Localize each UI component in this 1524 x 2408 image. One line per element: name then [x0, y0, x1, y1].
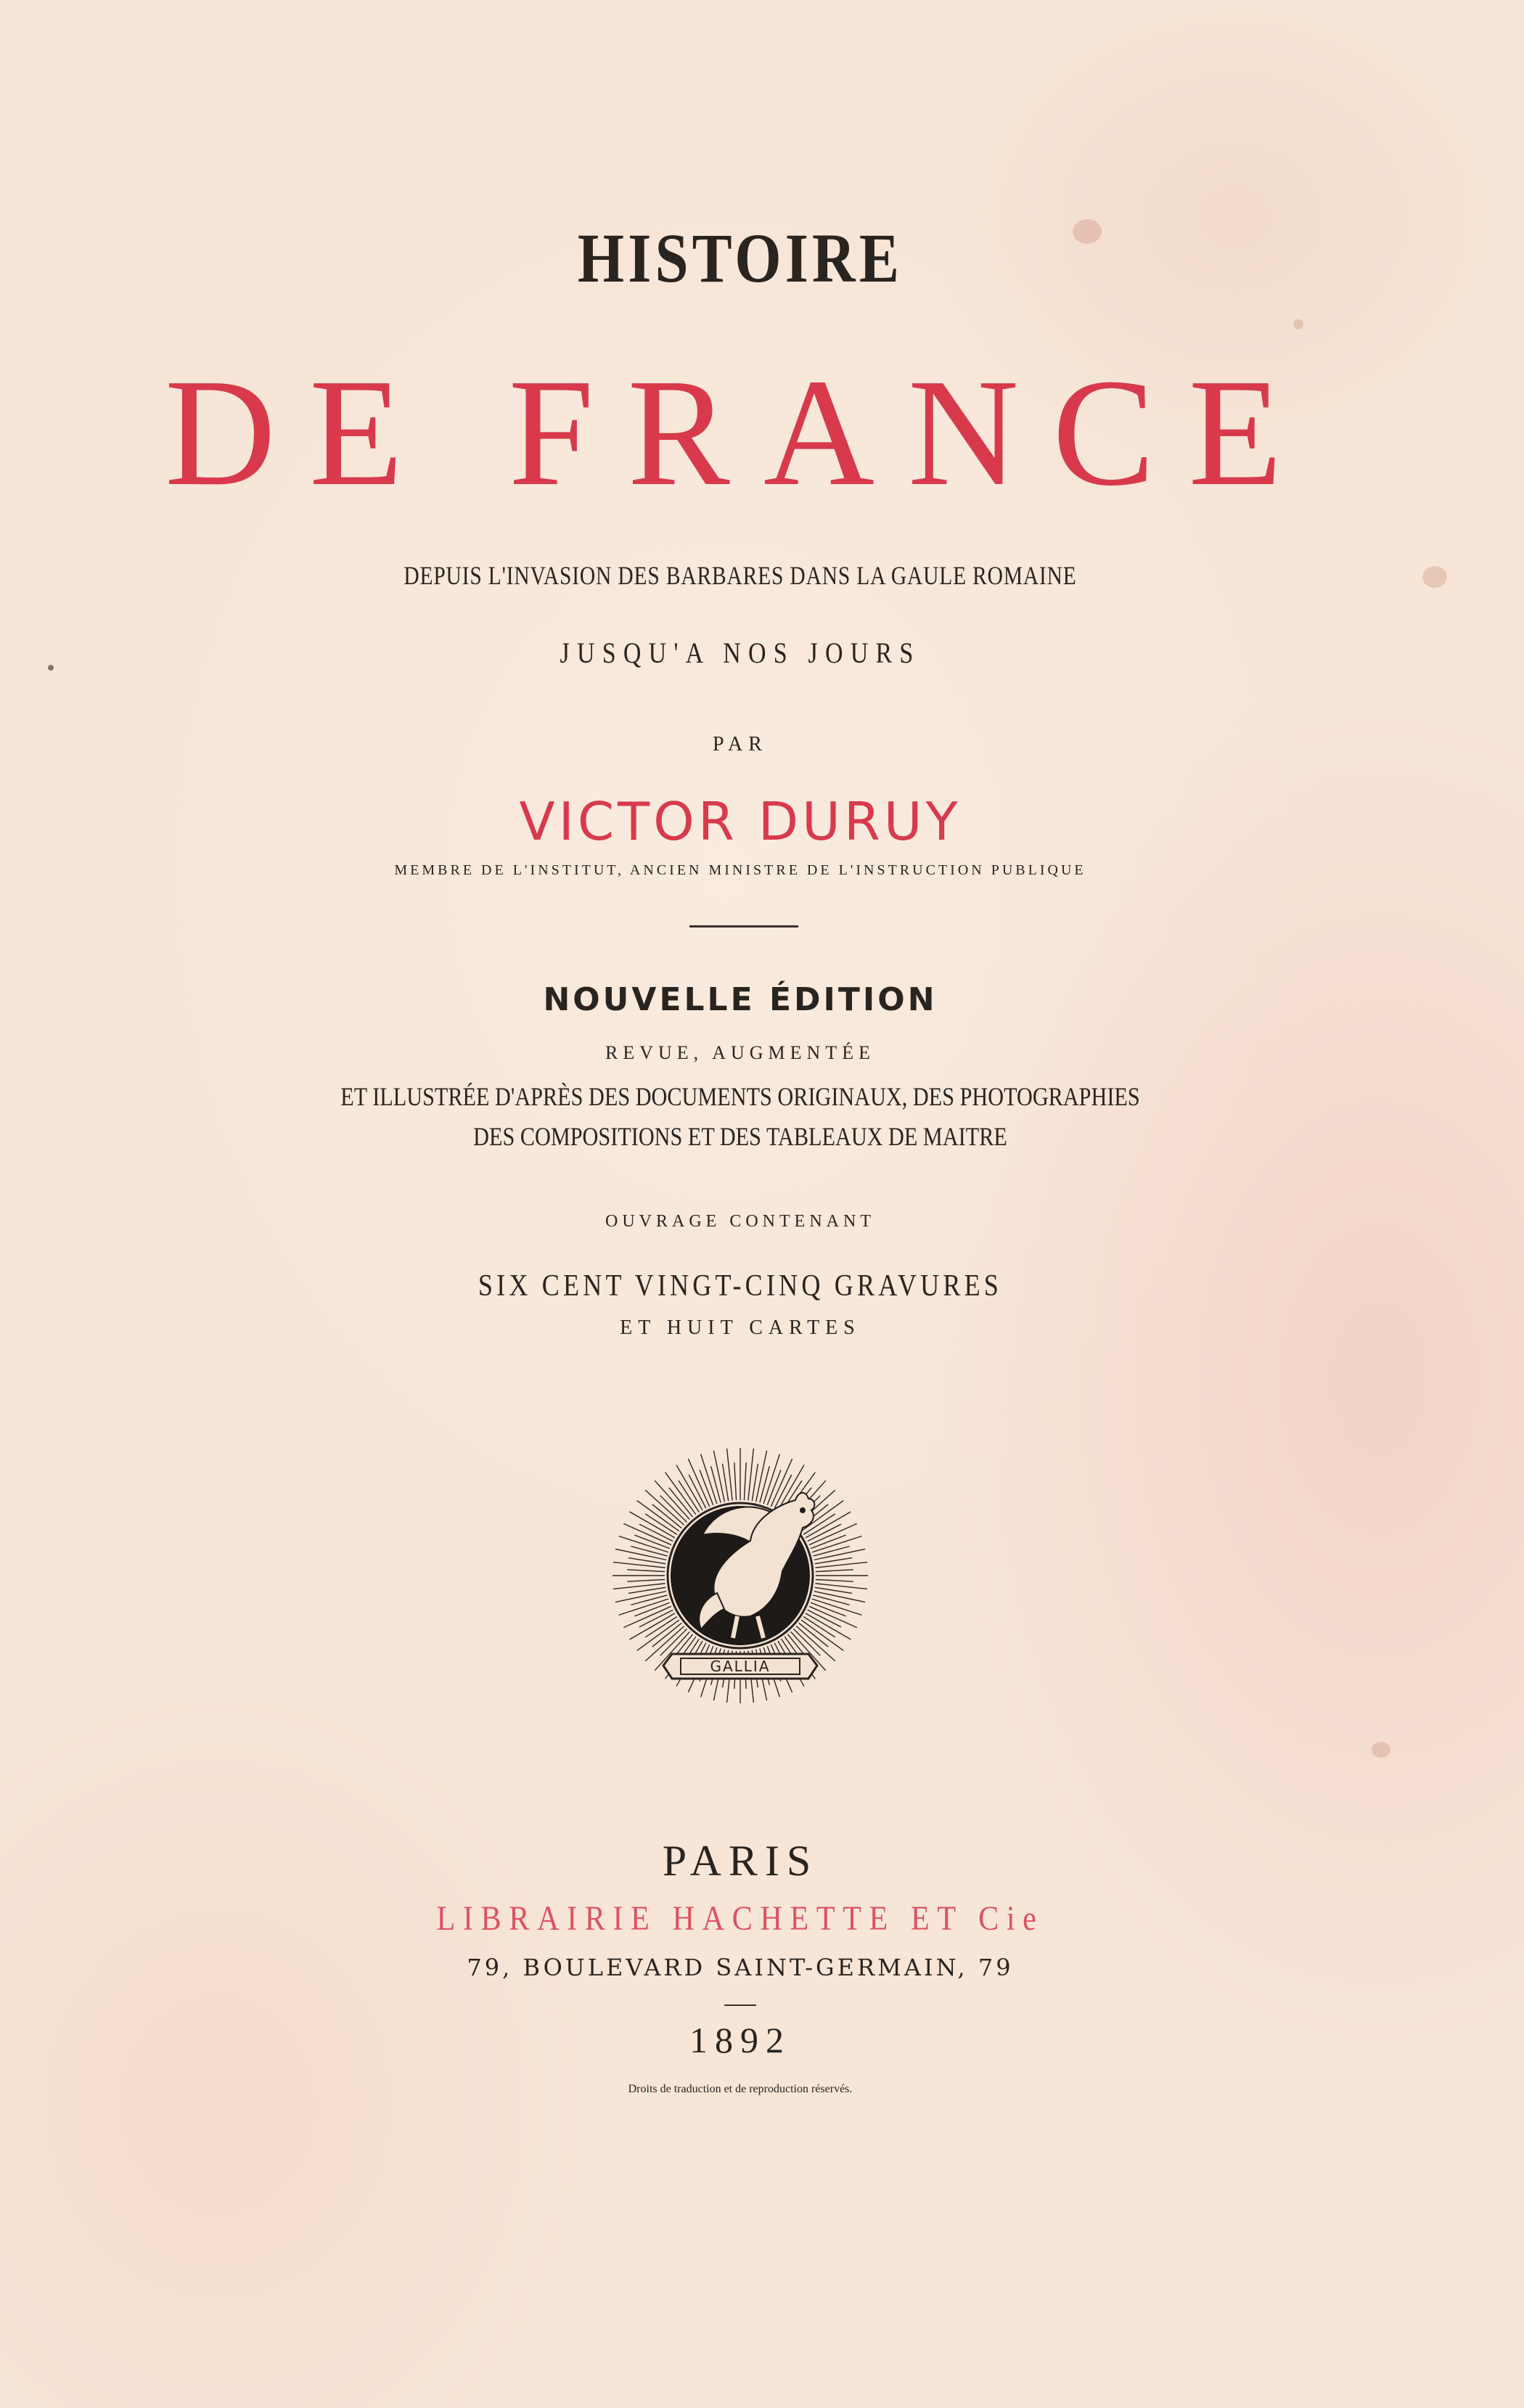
- sunburst-ray: [815, 1563, 867, 1568]
- title-de-france: DE FRANCE: [164, 347, 1316, 517]
- sunburst-ray: [713, 1451, 724, 1502]
- sunburst-ray: [615, 1592, 666, 1602]
- sunburst-ray: [645, 1617, 677, 1637]
- divider-rule: [689, 925, 798, 927]
- ink-speck: [48, 665, 54, 671]
- foxing-spot: [1422, 566, 1447, 588]
- sunburst-ray: [816, 1570, 853, 1572]
- sunburst-ray: [803, 1617, 835, 1637]
- sunburst-ray: [613, 1584, 665, 1589]
- sunburst-ray: [613, 1563, 665, 1568]
- sunburst-ray: [660, 1629, 687, 1656]
- sunburst-ray: [748, 1449, 754, 1501]
- emblem-ribbon: [663, 1654, 817, 1679]
- sunburst-ray: [627, 1579, 665, 1581]
- publication-city: PARIS: [662, 1837, 819, 1885]
- sunburst-ray: [744, 1462, 746, 1500]
- emblem-label: GALLIA: [710, 1658, 771, 1675]
- sunburst-ray: [816, 1579, 853, 1581]
- sunburst-ray: [631, 1595, 667, 1605]
- sunburst-ray: [630, 1512, 675, 1538]
- sunburst-ray: [734, 1462, 737, 1500]
- sunburst-ray: [627, 1570, 665, 1572]
- author-name: VICTOR DURUY: [519, 791, 962, 852]
- sunburst-ray: [623, 1523, 671, 1544]
- title-histoire: HISTOIRE: [577, 219, 904, 297]
- publisher-name: LIBRAIRIE HACHETTE ET Cie: [436, 1899, 1044, 1938]
- sunburst-ray: [809, 1523, 857, 1544]
- sunburst-ray: [756, 1451, 767, 1502]
- subtitle-jusqua: JUSQU'A NOS JOURS: [560, 636, 921, 669]
- sunburst-ray: [813, 1547, 849, 1556]
- sunburst-ray: [645, 1490, 684, 1525]
- by-label: PAR: [713, 733, 768, 755]
- sunburst-ray: [809, 1606, 857, 1627]
- sunburst-ray: [645, 1514, 677, 1534]
- sunburst-ray: [813, 1595, 849, 1605]
- sunburst-ray: [615, 1549, 666, 1560]
- sunburst-ray: [794, 1629, 821, 1656]
- sunburst-ray: [815, 1584, 867, 1589]
- sunburst-ray: [760, 1466, 769, 1502]
- gallia-rooster-emblem: [608, 1448, 872, 1712]
- sunburst-ray: [814, 1549, 865, 1560]
- engravings-count: SIX CENT VINGT-CINQ GRAVURES: [478, 1269, 1003, 1303]
- sunburst-ray: [711, 1466, 721, 1502]
- maps-count: ET HUIT CARTES: [620, 1316, 861, 1339]
- sunburst-ray: [630, 1613, 675, 1639]
- edition-heading: NOUVELLE ÉDITION: [543, 981, 938, 1018]
- sunburst-ray: [679, 1481, 699, 1512]
- publication-year: 1892: [689, 2020, 791, 2060]
- sunburst-ray: [655, 1481, 689, 1520]
- sunburst-ray: [806, 1613, 851, 1639]
- sunburst-ray: [623, 1606, 671, 1627]
- foxing-spot: [1372, 1742, 1390, 1758]
- author-description: MEMBRE DE L'INSTITUT, ANCIEN MINISTRE DE L'INSTRUCTION PUBLIQUE: [394, 862, 1086, 878]
- foxing-spot: [1293, 319, 1303, 329]
- contents-label: OUVRAGE CONTENANT: [605, 1212, 875, 1231]
- sunburst-ray: [660, 1496, 687, 1523]
- sunburst-ray: [631, 1547, 667, 1556]
- foxing-spot: [1073, 219, 1102, 244]
- subtitle-invasion: DEPUIS L'INVASION DES BARBARES DANS LA GAULE ROMAINE: [403, 561, 1077, 590]
- sunburst-ray: [676, 1465, 702, 1510]
- edition-subtitle: REVUE, AUGMENTÉE: [605, 1042, 875, 1063]
- illustration-line-1: ET ILLUSTRÉE D'APRÈS DES DOCUMENTS ORIGINAUX, DES PHOTOGRAPHIES: [340, 1082, 1140, 1111]
- small-divider-rule: [724, 2004, 756, 2006]
- sunburst-ray: [799, 1623, 828, 1647]
- illustration-line-2: DES COMPOSITIONS ET DES TABLEAUX DE MAITRE: [473, 1122, 1007, 1151]
- sunburst-ray: [669, 1488, 693, 1517]
- publisher-address: 79, BOULEVARD SAINT-GERMAIN, 79: [467, 1954, 1014, 1981]
- sunburst-ray: [771, 1459, 792, 1507]
- sunburst-ray: [727, 1449, 733, 1501]
- sunburst-ray: [652, 1623, 681, 1647]
- sunburst-ray: [814, 1592, 865, 1602]
- rights-notice: Droits de traduction et de reproduction réservés.: [628, 2083, 853, 2095]
- sunburst-ray: [688, 1459, 709, 1507]
- sunburst-ray: [652, 1504, 681, 1528]
